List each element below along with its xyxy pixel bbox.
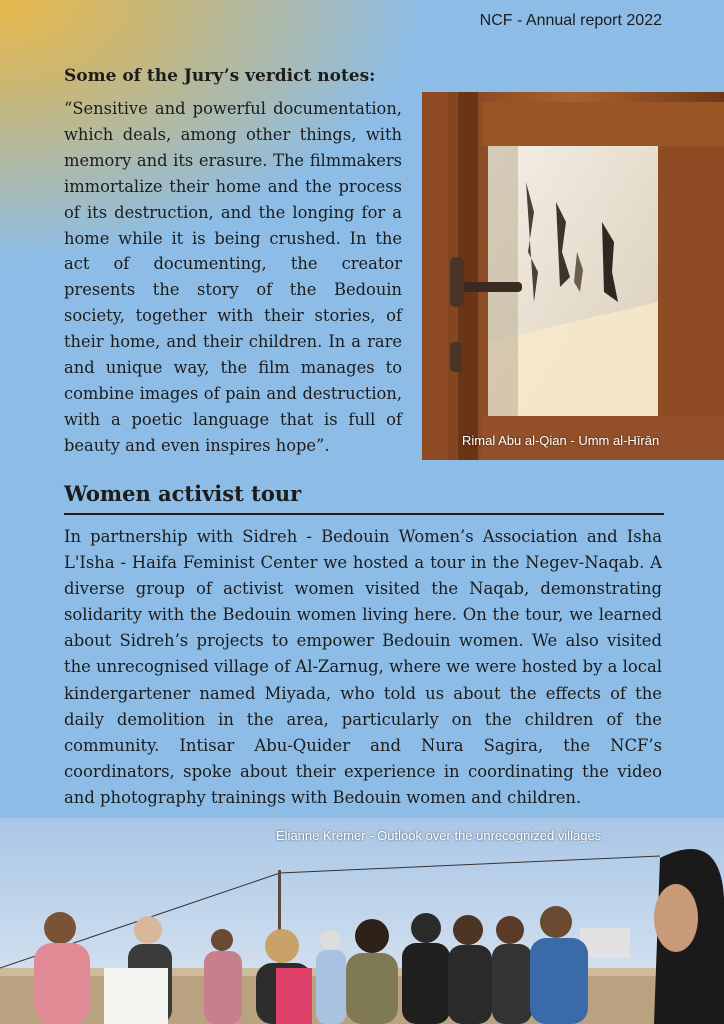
- section-title-women-activist-tour: Women activist tour: [64, 481, 302, 506]
- door-photo-caption: Rimal Abu al-Qian - Umm al-Hīrān: [462, 433, 660, 448]
- tour-description: In partnership with Sidreh - Bedouin Women’s Association and Isha L'Isha - Haifa Feminist Center we hosted a tour in the Negev-Naqab. A diverse group of activist women visited the Naqab, demonstrating solidarity with the Bedouin women living here. On the tour, we learned about Sidreh’s projects to empower Bedouin women. We also visited the unrecognised village of Al-Zarnug, where we were hosted by a local kindergartener named Miyada, who told us about the effects of the daily demolition in the area, particularly on the children of the community. Intisar Abu-Quider and Nura Sagira, the NCF’s coordinators, spoke about their experience in coordinating the video and photography trainings with Bedouin women and children.: [64, 527, 662, 807]
- jury-notes-heading: Some of the Jury’s verdict notes:: [64, 66, 376, 86]
- report-header: NCF - Annual report 2022: [479, 12, 662, 29]
- jury-quote: “Sensitive and powerful documentation, which deals, among other things, with memory and its erasure. The filmmakers immortalize their home and the process of its destruction, and the longing for a home while it is being crushed. In the act of documenting, the creator presents the story of the Bedouin society, together with their stories, of their home, and their children. In a rare and unique way, the film manages to combine images of pain and destruction, with a poetic language that is full of beauty and even inspires hope”.: [64, 99, 402, 455]
- tour-photo-caption: Elianne Kremer - Outlook over the unrecognized villages: [276, 828, 602, 843]
- door-photo: [422, 92, 724, 460]
- tour-photo: [0, 818, 724, 1024]
- section-divider: [64, 513, 664, 515]
